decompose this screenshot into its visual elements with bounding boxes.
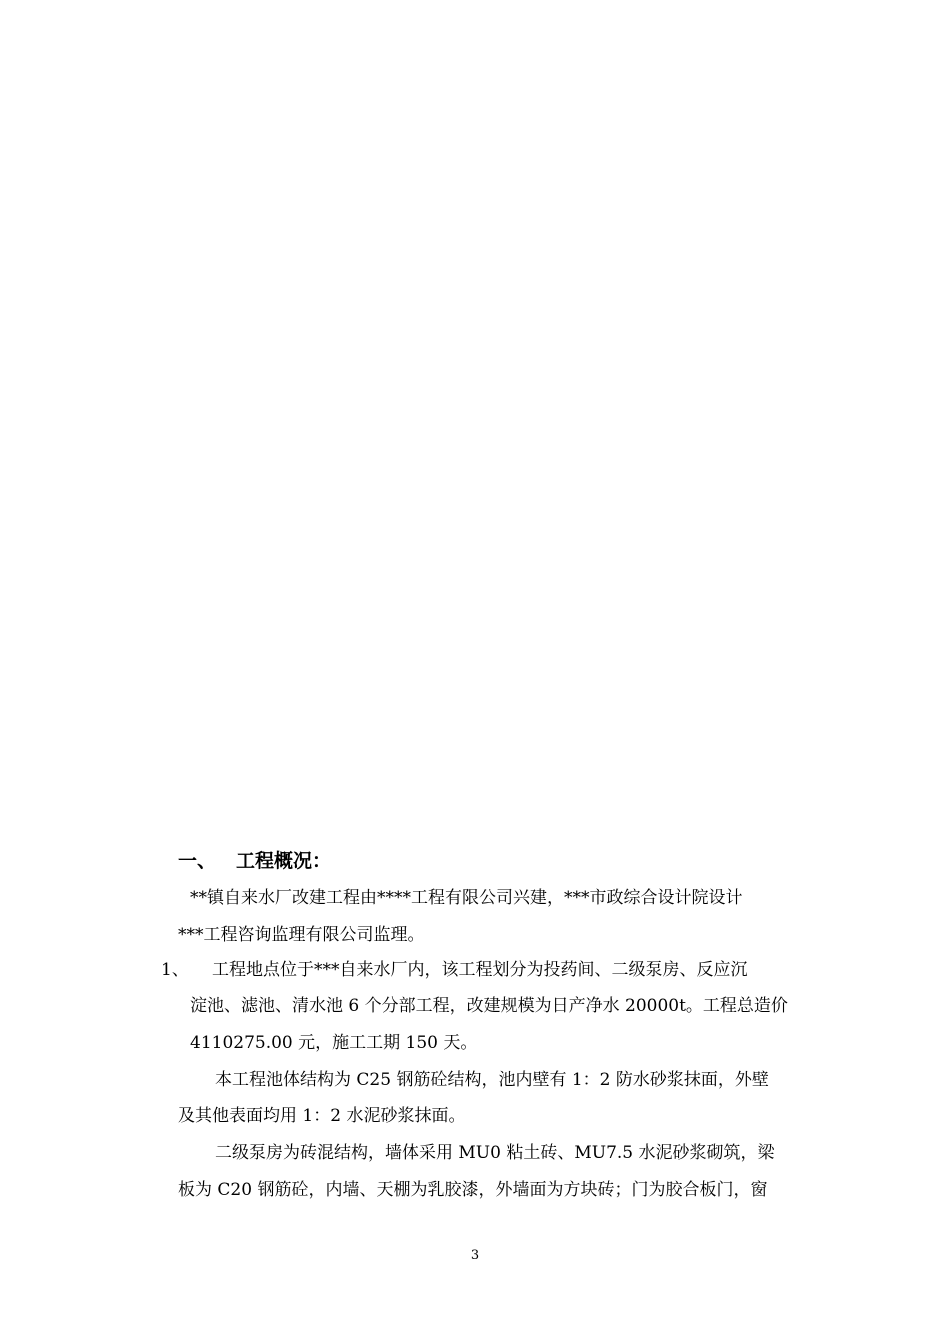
paragraph-line: **镇自来水厂改建工程由****工程有限公司兴建，***市政综合设计院设计 [190, 888, 743, 908]
paragraph-line: 工程地点位于***自来水厂内，该工程划分为投药间、二级泵房、反应沉 [212, 960, 748, 980]
paragraph-line: 4110275.00 元，施工工期 150 天。 [190, 1033, 478, 1053]
paragraph-line: 二级泵房为砖混结构，墙体采用 MU0 粘土砖、MU7.5 水泥砂浆砌筑，梁 [215, 1143, 775, 1163]
paragraph-line: ***工程咨询监理有限公司监理。 [178, 925, 425, 945]
section-title: 工程概况： [236, 850, 332, 872]
paragraph-line: 淀池、滤池、清水池 6 个分部工程，改建规模为日产净水 20000t。工程总造价 [190, 996, 788, 1016]
paragraph-line: 本工程池体结构为 C25 钢筋砼结构，池内壁有 1：2 防水砂浆抹面，外壁 [215, 1070, 769, 1090]
paragraph-line: 板为 C20 钢筋砼，内墙、天棚为乳胶漆，外墙面为方块砖；门为胶合板门，窗 [178, 1180, 768, 1200]
list-item-number: 1、 [161, 960, 189, 980]
section-heading [178, 848, 331, 874]
page-number: 3 [470, 1248, 480, 1263]
paragraph-line: 及其他表面均用 1：2 水泥砂浆抹面。 [178, 1106, 466, 1126]
section-number: 一、 [178, 850, 217, 872]
